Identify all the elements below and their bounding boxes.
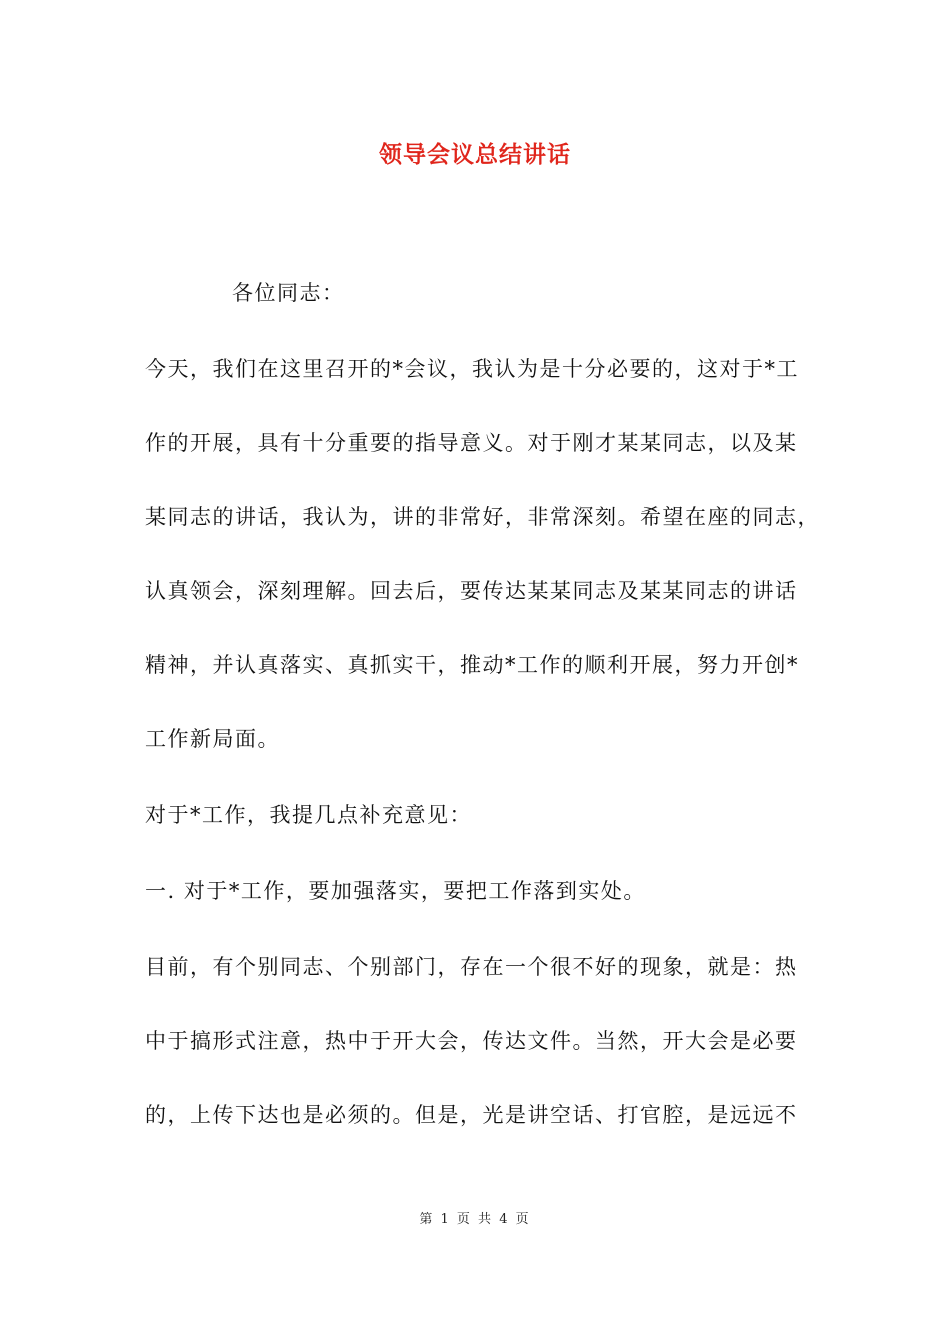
body-line: 某同志的讲话，我认为，讲的非常好，非常深刻。希望在座的同志， — [145, 505, 820, 529]
body-line: 对于*工作，我提几点补充意见： — [145, 803, 472, 827]
body-line: 精神，并认真落实、真抓实干，推动*工作的顺利开展，努力开创* — [145, 653, 799, 677]
section-heading: 一. 对于*工作，要加强落实，要把工作落到实处。 — [145, 879, 646, 903]
body-line: 作的开展，具有十分重要的指导意义。对于刚才某某同志，以及某 — [145, 431, 798, 455]
body-line: 工作新局面。 — [145, 727, 280, 751]
body-line: 的，上传下达也是必须的。但是，光是讲空话、打官腔，是远远不 — [145, 1103, 798, 1127]
body-line: 中于搞形式注意，热中于开大会，传达文件。当然，开大会是必要 — [145, 1029, 798, 1053]
page-footer: 第 1 页 共 4 页 — [419, 1212, 531, 1227]
salutation: 各位同志： — [232, 281, 345, 305]
body-line: 认真领会，深刻理解。回去后，要传达某某同志及某某同志的讲话 — [145, 579, 798, 603]
document-title: 领导会议总结讲话 — [379, 141, 571, 168]
body-line: 今天，我们在这里召开的*会议，我认为是十分必要的，这对于*工 — [145, 357, 799, 381]
body-line: 目前，有个别同志、个别部门，存在一个很不好的现象，就是：热 — [145, 955, 798, 979]
